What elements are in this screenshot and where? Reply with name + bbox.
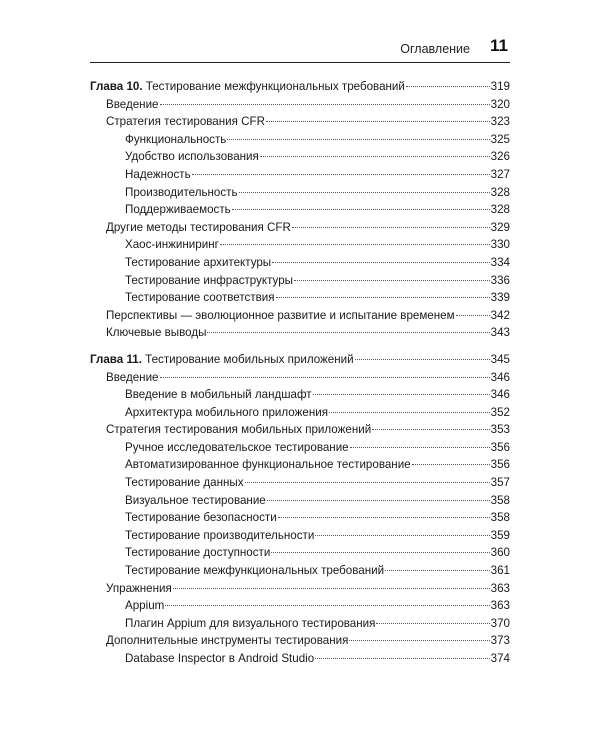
toc-entry[interactable] — [90, 597, 510, 615]
toc-page: 361 — [490, 564, 510, 578]
toc-page: 353 — [490, 423, 510, 437]
toc-entry-title: Поддерживаемость — [125, 203, 231, 217]
toc-entry-title: Тестирование соответствия — [125, 291, 275, 305]
toc-entry-title: Тестирование доступности — [125, 546, 271, 560]
toc-page: 323 — [490, 115, 510, 129]
toc-entry-title: Перспективы — эволюционное развитие и испытание временем — [106, 308, 455, 322]
toc-page: 339 — [490, 291, 510, 305]
toc-page: 330 — [490, 238, 510, 252]
toc-entry-title: Тестирование безопасности — [125, 511, 277, 525]
dot-leader — [406, 85, 490, 87]
dot-leader — [220, 243, 490, 245]
toc-entry[interactable] — [90, 509, 510, 527]
toc-entry-title: Автоматизированное функциональное тестирование — [125, 458, 411, 472]
dot-leader — [232, 208, 490, 210]
toc-page: 320 — [490, 97, 510, 111]
toc-page: 319 — [490, 80, 510, 93]
toc-page: 370 — [490, 616, 510, 630]
toc-entry[interactable] — [90, 219, 510, 237]
toc-entry[interactable] — [90, 369, 510, 387]
toc-entry-title: Введение в мобильный ландшафт — [125, 388, 312, 402]
toc-entry-title: Архитектура мобильного приложения — [125, 405, 328, 419]
dot-leader — [239, 191, 490, 193]
toc-page: 352 — [490, 405, 510, 419]
toc-entry[interactable] — [90, 307, 510, 325]
toc-entry-title: Стратегия тестирования мобильных приложений — [106, 423, 372, 437]
toc-chapter-10[interactable] — [90, 78, 510, 96]
toc-entry[interactable] — [90, 131, 510, 149]
toc-page: 343 — [490, 326, 510, 340]
dot-leader — [276, 296, 490, 298]
toc-entry[interactable] — [90, 148, 510, 166]
toc-page: 346 — [490, 388, 510, 402]
dot-leader — [192, 173, 490, 175]
dot-leader — [173, 587, 490, 589]
toc-entry-title: Хаос-инжиниринг — [125, 238, 219, 252]
toc-page: 345 — [490, 352, 510, 366]
dot-leader — [349, 639, 489, 641]
toc-entry[interactable] — [90, 254, 510, 272]
toc-entry[interactable] — [90, 562, 510, 580]
table-of-contents — [90, 78, 510, 677]
toc-entry[interactable] — [90, 289, 510, 307]
toc-page: 346 — [490, 370, 510, 384]
toc-page: 374 — [490, 652, 510, 665]
toc-entry-title: Введение — [106, 97, 159, 111]
toc-page: 356 — [490, 458, 510, 472]
dot-leader — [207, 331, 489, 333]
toc-entry[interactable] — [90, 421, 510, 439]
toc-page: 328 — [490, 185, 510, 199]
toc-page: 327 — [490, 167, 510, 181]
toc-entry-title: Введение — [106, 370, 159, 384]
dot-leader — [227, 138, 489, 140]
dot-leader — [266, 120, 490, 122]
toc-page: 360 — [490, 546, 510, 560]
chapter-prefix: Глава 10. — [90, 80, 143, 93]
dot-leader — [245, 481, 490, 483]
chapter-title: Тестирование межфункциональных требований — [142, 80, 405, 93]
toc-page: 373 — [490, 634, 510, 648]
dot-leader — [267, 499, 490, 501]
toc-entry[interactable] — [90, 580, 510, 598]
dot-leader — [350, 446, 490, 448]
toc-entry-title: Тестирование инфраструктуры — [125, 273, 294, 287]
dot-leader — [315, 657, 489, 659]
toc-entry-title: Ключевые выводы — [106, 326, 207, 340]
toc-page: 326 — [490, 150, 510, 164]
toc-entry[interactable] — [90, 650, 510, 668]
toc-entry-title: Тестирование данных — [125, 476, 244, 490]
page-number: 11 — [490, 36, 508, 55]
dot-leader — [329, 411, 490, 413]
toc-page: 329 — [490, 220, 510, 234]
chapter-11-block — [90, 351, 510, 668]
toc-entry-title: Тестирование архитектуры — [125, 255, 272, 269]
dot-leader — [372, 428, 489, 430]
toc-entry[interactable] — [90, 632, 510, 650]
toc-entry[interactable] — [90, 201, 510, 219]
toc-entry-title: Appium — [125, 599, 165, 613]
toc-entry-title: Производительность — [125, 185, 238, 199]
toc-entry[interactable] — [90, 324, 510, 342]
toc-entry-title: Database Inspector в Android Studio — [125, 652, 315, 665]
toc-entry[interactable] — [90, 474, 510, 492]
dot-leader — [456, 314, 490, 316]
dot-leader — [278, 516, 490, 518]
toc-entry[interactable] — [90, 404, 510, 422]
toc-entry[interactable] — [90, 492, 510, 510]
toc-entry[interactable] — [90, 113, 510, 131]
toc-entry[interactable] — [90, 527, 510, 545]
toc-entry[interactable] — [90, 236, 510, 254]
dot-leader — [355, 358, 490, 360]
toc-entry-title: Тестирование производительности — [125, 528, 315, 542]
toc-entry-title: Дополнительные инструменты тестирования — [106, 634, 349, 648]
chapter-title: Тестирование мобильных приложений — [141, 352, 354, 366]
toc-entry-title: Упражнения — [106, 581, 172, 595]
toc-page: 358 — [490, 511, 510, 525]
toc-entry-title: Функциональность — [125, 132, 227, 146]
toc-page: 359 — [490, 528, 510, 542]
toc-page: 363 — [490, 581, 510, 595]
toc-page: 334 — [490, 255, 510, 269]
dot-leader — [376, 622, 489, 624]
toc-page: 328 — [490, 203, 510, 217]
toc-page: 358 — [490, 493, 510, 507]
toc-entry[interactable] — [90, 544, 510, 562]
dot-leader — [272, 261, 490, 263]
dot-leader — [260, 155, 490, 157]
toc-entry[interactable] — [90, 272, 510, 290]
dot-leader — [412, 463, 490, 465]
toc-page: 363 — [490, 599, 510, 613]
toc-entry[interactable] — [90, 184, 510, 202]
toc-entry[interactable] — [90, 166, 510, 184]
dot-leader — [313, 393, 490, 395]
toc-entry-title: Плагин Appium для визуального тестирования — [125, 616, 376, 630]
toc-entry-title: Визуальное тестирование — [125, 493, 266, 507]
toc-page: 325 — [490, 132, 510, 146]
dot-leader — [385, 569, 490, 571]
dot-leader — [294, 279, 490, 281]
toc-entry-title: Удобство использования — [125, 150, 259, 164]
toc-page: 342 — [490, 308, 510, 322]
toc-page: 356 — [490, 440, 510, 454]
dot-leader — [292, 226, 490, 228]
running-title: Оглавление — [400, 42, 470, 56]
toc-page: 336 — [490, 273, 510, 287]
dot-leader — [315, 534, 489, 536]
chapter-prefix: Глава 11. — [90, 352, 142, 366]
toc-entry[interactable] — [90, 96, 510, 114]
toc-entry[interactable] — [90, 456, 510, 474]
toc-entry-title: Тестирование межфункциональных требований — [125, 564, 385, 578]
dot-leader — [160, 376, 490, 378]
toc-chapter-11[interactable] — [90, 351, 510, 369]
chapter-10-block — [90, 78, 510, 342]
toc-entry-title: Стратегия тестирования CFR — [106, 115, 265, 129]
dot-leader — [160, 103, 490, 105]
toc-entry[interactable] — [90, 386, 510, 404]
toc-entry[interactable] — [90, 615, 510, 633]
page-header — [90, 36, 510, 63]
dot-leader — [271, 551, 489, 553]
toc-page: 357 — [490, 476, 510, 490]
dot-leader — [165, 604, 489, 606]
toc-entry[interactable] — [90, 439, 510, 457]
toc-entry-title: Другие методы тестирования CFR — [106, 220, 291, 234]
toc-entry-title: Надежность — [125, 167, 191, 181]
toc-entry-title: Ручное исследовательское тестирование — [125, 440, 349, 454]
